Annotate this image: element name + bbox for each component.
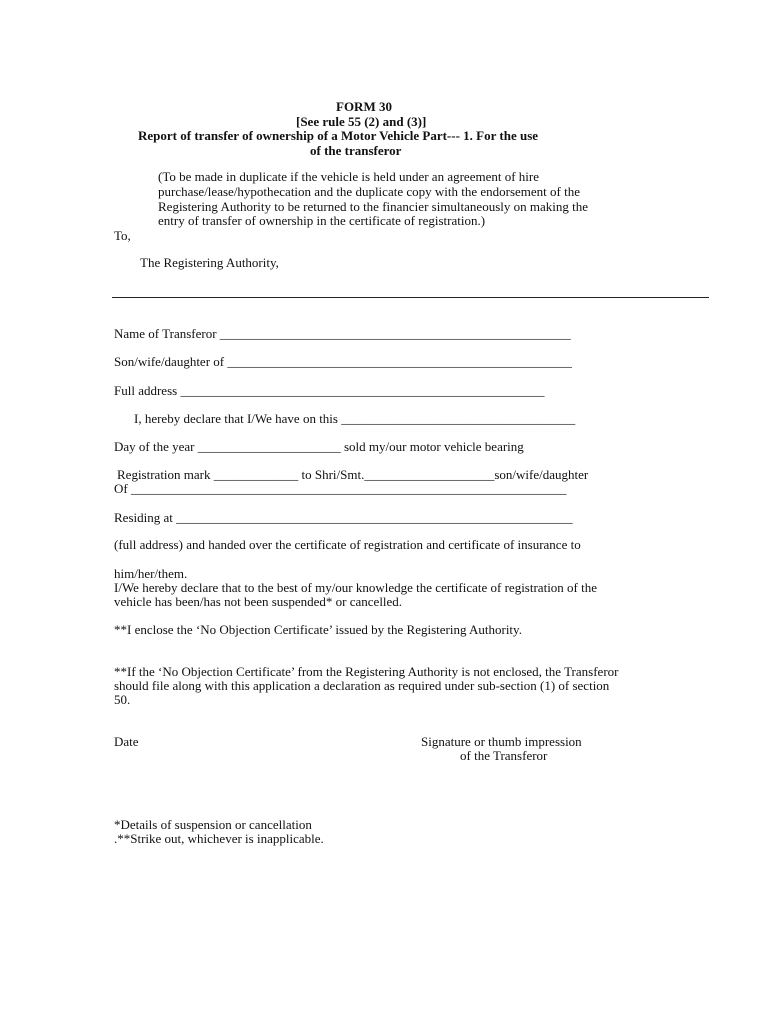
best-knowledge-line-2: vehicle has been/has not been suspended* or cancelled. — [114, 594, 403, 609]
footnote-strike-out: .**Strike out, whichever is inapplicable. — [114, 831, 324, 846]
instruction-line-4: entry of transfer of ownership in the certificate of registration.) — [158, 213, 486, 228]
full-address-field[interactable]: Full address ________________________________________________________ — [114, 383, 545, 398]
divider-rule — [112, 297, 709, 298]
best-knowledge-line-1: I/We hereby declare that to the best of my/our knowledge the certificate of registration of the — [114, 580, 598, 595]
handed-over-text: (full address) and handed over the certificate of registration and certificate of insurance to — [114, 537, 581, 552]
him-her-them-text: him/her/them. — [114, 566, 188, 581]
residing-at-field[interactable]: Residing at _____________________________________________________________ — [114, 510, 573, 525]
report-title-line-2: of the transferor — [310, 143, 402, 158]
noc-not-enclosed-line-2: should file along with this application a declaration as required under sub-section (1) of section — [114, 678, 610, 693]
son-wife-daughter-field[interactable]: Son/wife/daughter of _____________________________________________________ — [114, 354, 572, 369]
noc-enclose-text: **I enclose the ‘No Objection Certificate’ issued by the Registering Authority. — [114, 622, 522, 637]
declaration-date-field[interactable]: I, hereby declare that I/We have on this ____________________________________ — [134, 411, 576, 426]
instruction-line-3: Registering Authority to be returned to the financier simultaneously on making the — [158, 199, 588, 214]
instruction-line-1: (To be made in duplicate if the vehicle is held under an agreement of hire — [158, 169, 539, 184]
registering-authority: The Registering Authority, — [140, 255, 279, 270]
instruction-line-2: purchase/lease/hypothecation and the duplicate copy with the endorsement of the — [158, 184, 580, 199]
footnote-suspension: *Details of suspension or cancellation — [114, 817, 312, 832]
registration-mark-field[interactable]: Registration mark _____________ to Shri/Smt.____________________son/wife/daughter — [117, 467, 589, 482]
report-title-line-1: Report of transfer of ownership of a Motor Vehicle Part--- 1. For the use — [138, 128, 539, 143]
date-label: Date — [114, 734, 139, 749]
form-title: FORM 30 — [336, 99, 392, 114]
day-of-year-field[interactable]: Day of the year ______________________ sold my/our motor vehicle bearing — [114, 439, 524, 454]
name-of-transferor-field[interactable]: Name of Transferor ______________________________________________________ — [114, 326, 571, 341]
noc-not-enclosed-line-1: **If the ‘No Objection Certificate’ from the Registering Authority is not enclosed, the Transferor — [114, 664, 619, 679]
signature-label-line-2: of the Transferor — [460, 748, 548, 763]
of-field[interactable]: Of ___________________________________________________________________ — [114, 481, 567, 496]
noc-not-enclosed-line-3: 50. — [114, 692, 131, 707]
signature-label-line-1: Signature or thumb impression — [421, 734, 582, 749]
rule-reference: [See rule 55 (2) and (3)] — [296, 114, 427, 129]
to-label: To, — [114, 228, 131, 243]
